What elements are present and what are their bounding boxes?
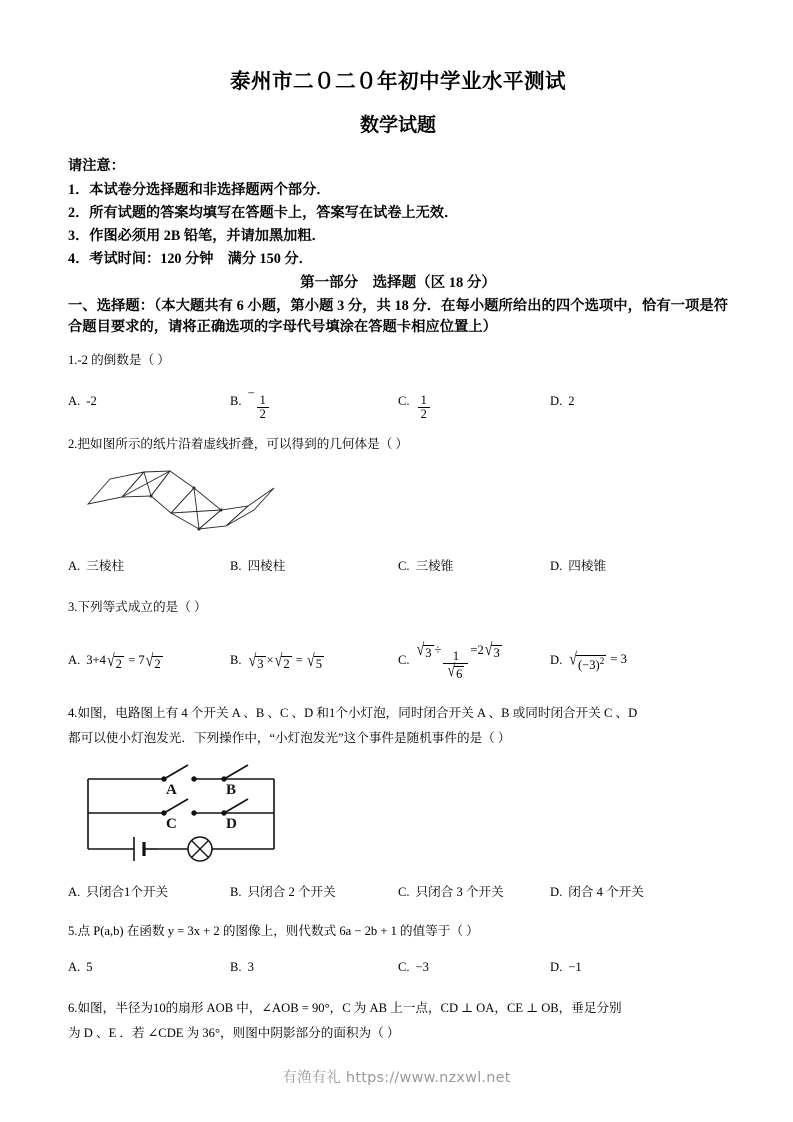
option-math-b: √ 3 × √ 2 = √ 5 (248, 651, 323, 671)
option-label: C. (398, 885, 410, 900)
question-4-option-c[interactable] (398, 881, 550, 905)
option-text: 2 (568, 393, 575, 408)
option-math-d: √ $(-3)^2$ = 3 (569, 650, 627, 672)
circuit-figure (76, 761, 728, 875)
question-3-option-a[interactable] (68, 639, 230, 683)
question-1-text: -2 的倒数是（ ） (77, 353, 170, 368)
option-label: D. (550, 652, 563, 667)
notice-item-1: 1．本试卷分选择题和非选择题两个部分． (68, 181, 331, 198)
option-label: C. (398, 960, 410, 975)
question-5-stem (68, 919, 728, 944)
option-label: A. (68, 559, 81, 574)
question-1-number: 1. (68, 353, 78, 368)
option-label: D. (550, 393, 563, 408)
question-2-option-b[interactable] (230, 555, 398, 579)
notice-item-2: 2．所有试题的答案均填写在答题卡上，答案写在试卷上无效． (68, 204, 459, 221)
option-text: 只闭合 2 个开关 (247, 885, 336, 900)
option-math-c: √ 3 ÷ 1 √ 6 =2 √ 3 (416, 641, 500, 682)
question-2-text: 把如图所示的纸片沿着虚线折叠，可以得到的几何体是（ ） (77, 437, 409, 452)
question-6-stem-line-2: 为 D 、E ．若 ∠CDE 为 36°，则图中阴影部分的面积为（ ） (68, 1026, 400, 1041)
question-4-stem-line-2: 都可以使小灯泡发光．下列操作中，“小灯泡发光”这个事件是随机事件的是（ ） (68, 730, 511, 745)
question-2 (68, 432, 728, 579)
question-4-stem-line-1 (68, 701, 728, 726)
question-3 (68, 595, 728, 682)
option-text: −1 (568, 960, 582, 975)
switch-label-d: D (226, 816, 237, 833)
option-text: 三棱柱 (86, 559, 125, 574)
option-label: D. (550, 559, 563, 574)
notice-item-3: 3．作图必须用 2B 铅笔，并请加黑加粗． (68, 227, 326, 244)
section-intro: 一、选择题：（本大题共有 6 小题，第小题 3 分，共 18 分．在每小题所给出的四个选项中，恰有一项是符合题目要求的，请将正确选项的字母代号填涂在答题卡相应位置上） (68, 297, 728, 335)
question-3-option-b[interactable] (230, 639, 398, 683)
page-content (68, 0, 728, 1046)
question-6-stem-line-1 (68, 996, 728, 1021)
option-math-a: 3+4 √ 2 = 7 √ 2 (86, 651, 161, 671)
option-label: C. (398, 652, 410, 667)
question-1-stem (68, 348, 728, 373)
option-label: C. (398, 393, 410, 408)
option-label: A. (68, 652, 81, 667)
question-5-text: 点 P(a,b) 在函数 y = 3x + 2 的图像上，则代数式 6a − 2b + 1 的值等于（ ） (77, 923, 479, 938)
option-label: C. (398, 559, 410, 574)
question-5-option-b[interactable] (230, 956, 398, 980)
page-subtitle: 数学试题 (359, 114, 436, 136)
question-4 (68, 701, 728, 905)
option-math-half: $\frac{1}{2}$ (416, 382, 432, 421)
question-5-option-c[interactable] (398, 956, 550, 980)
question-5 (68, 919, 728, 980)
option-text: 三棱锥 (415, 559, 454, 574)
option-text: −3 (415, 960, 429, 975)
question-4-option-d[interactable] (550, 881, 710, 905)
question-2-number: 2. (68, 437, 78, 452)
option-text: 3 (247, 960, 254, 975)
option-text: 四棱锥 (568, 559, 607, 574)
question-1-option-c[interactable] (398, 382, 550, 421)
option-label: B. (230, 652, 242, 667)
question-3-options (68, 639, 728, 683)
question-4-text-1: 如图，电路图上有 4 个开关 A 、B 、C 、D 和1个小灯泡，同时闭合开关 A 、B 或同时闭合开关 C 、D (77, 705, 638, 720)
switch-label-b: B (226, 782, 237, 799)
question-2-options (68, 555, 728, 579)
question-3-stem (68, 595, 728, 620)
part-one-heading: 第一部分 选择题（区 18 分） (300, 275, 496, 292)
switch-label-a: A (166, 782, 177, 799)
notice-heading: 请注意： (68, 158, 125, 175)
question-3-number: 3. (68, 600, 78, 615)
option-label: D. (550, 960, 563, 975)
question-3-option-d[interactable] (550, 639, 710, 683)
option-label: B. (230, 885, 242, 900)
question-5-option-a[interactable] (68, 956, 230, 980)
option-label: A. (68, 393, 81, 408)
question-5-option-d[interactable] (550, 956, 710, 980)
question-2-option-c[interactable] (398, 555, 550, 579)
question-1-option-a[interactable] (68, 382, 230, 421)
option-text: 只闭合 3 个开关 (415, 885, 504, 900)
option-text: -2 (86, 393, 97, 408)
question-6 (68, 996, 728, 1046)
option-label: B. (230, 393, 242, 408)
option-label: A. (68, 885, 81, 900)
question-4-options (68, 881, 728, 905)
question-5-number: 5. (68, 923, 78, 938)
notice-block (68, 155, 728, 271)
question-3-option-c[interactable] (398, 639, 550, 683)
question-4-number: 4. (68, 705, 78, 720)
question-3-text: 下列等式成立的是（ ） (77, 600, 207, 615)
question-1-option-d[interactable] (550, 382, 710, 421)
page-title: 泰州市二０二０年初中学业水平测试 (230, 71, 566, 93)
question-6-text-1: 如图，半径为10的扇形 AOB 中，∠AOB = 90°，C 为 AB 上一点，CD ⊥ OA，CE ⊥ OB，垂足分别 (77, 1001, 622, 1016)
question-4-option-b[interactable] (230, 881, 398, 905)
question-4-option-a[interactable] (68, 881, 230, 905)
notice-item-4: 4．考试时间：120 分钟 满分 150 分． (68, 250, 313, 267)
question-1-option-b[interactable] (230, 382, 398, 421)
question-5-options (68, 956, 728, 980)
question-2-option-d[interactable] (550, 555, 710, 579)
option-text: 四棱柱 (247, 559, 286, 574)
switch-label-c: C (166, 816, 177, 833)
question-1 (68, 348, 728, 421)
question-2-stem (68, 432, 728, 457)
option-label: B. (230, 960, 242, 975)
option-label: B. (230, 559, 242, 574)
option-text: 只闭合1个开关 (86, 885, 169, 900)
paper-net-figure (78, 466, 728, 547)
question-6-number: 6. (68, 1001, 78, 1016)
option-math-neg-half: − $\frac{1}{2}$ (248, 382, 271, 421)
option-text: 闭合 4 个开关 (568, 885, 644, 900)
watermark: 有渔有礼 https://www.nzxwl.net (282, 1070, 511, 1086)
option-label: A. (68, 960, 81, 975)
option-text: 5 (86, 960, 93, 975)
question-1-options (68, 382, 728, 421)
option-label: D. (550, 885, 563, 900)
question-2-option-a[interactable] (68, 555, 230, 579)
